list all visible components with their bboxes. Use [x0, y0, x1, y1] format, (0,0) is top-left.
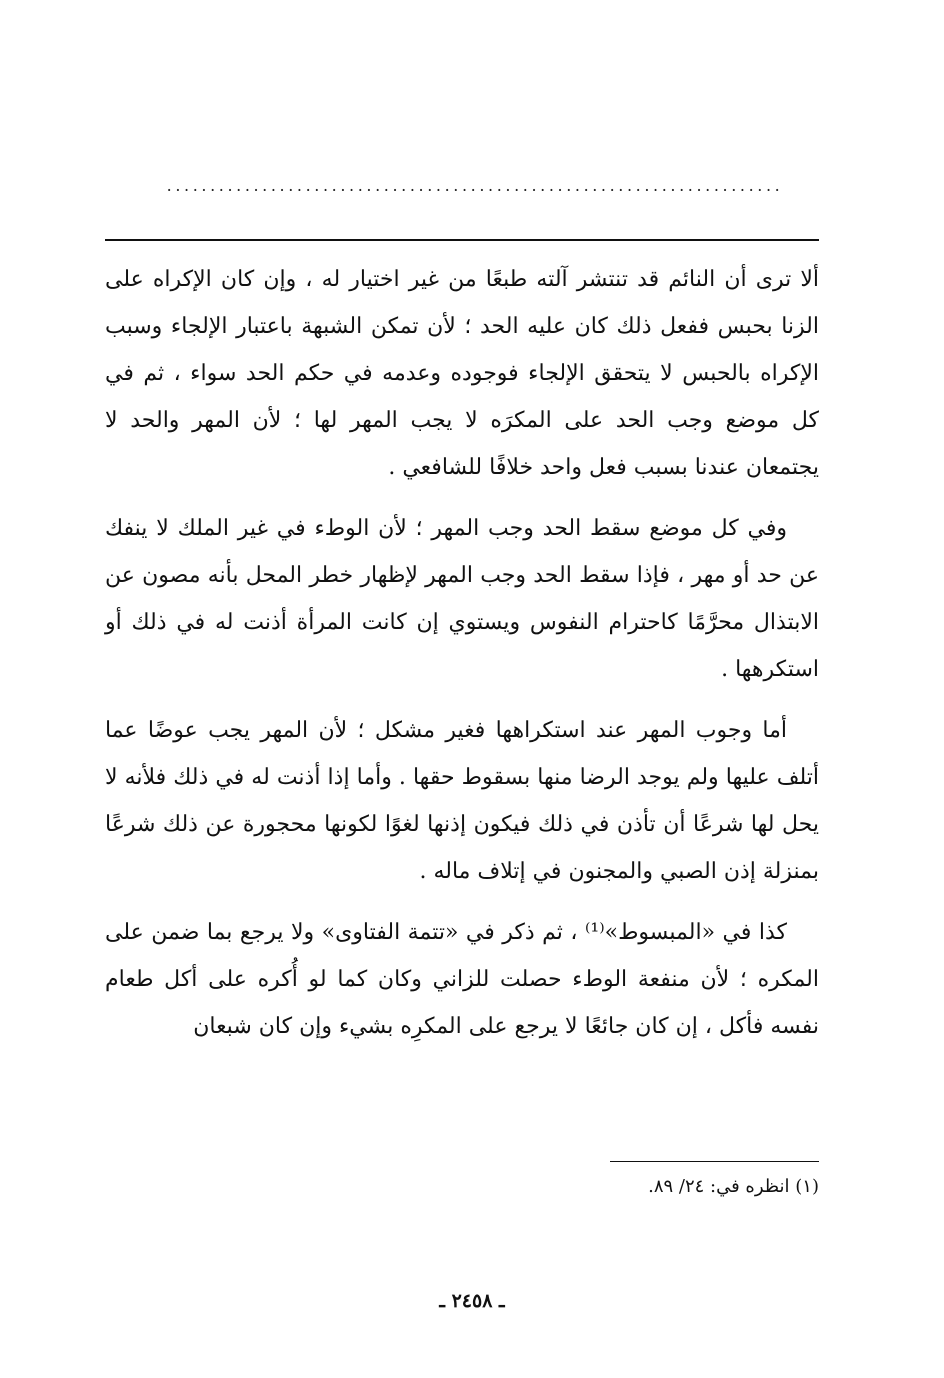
- paragraph: وفي كل موضع سقط الحد وجب المهر ؛ لأن الوطء في غير الملك لا ينفك عن حد أو مهر ، فإذا سقط الحد وجب المهر لإظهار خطر المحل بأنه مصون عن الابتذال محرَّمًا كاحترام النفوس ويستوي إن كانت المرأة أذنت له في ذلك أو استكرهها .: [105, 516, 819, 682]
- footnote: (١) انظره في: ٢٤/ ٨٩.: [648, 1176, 819, 1197]
- paragraph: كذا في «المبسوط»⁽¹⁾ ، ثم ذكر في «تتمة الفتاوى» ولا يرجع بما ضمن على المكره ؛ لأن منفعة الوطء حصلت للزاني وكان كما لو أُكره على أكل طعام نفسه فأكل ، إن كان جائعًا لا يرجع على المكرِه بشيء وإن كان شبعان: [105, 920, 819, 1039]
- page-number: ـ ٢٤٥٨ ـ: [439, 1290, 505, 1312]
- header-rule: [105, 239, 819, 241]
- paragraph: ألا ترى أن النائم قد تنتشر آلته طبعًا من غير اختيار له ، وإن كان الإكراه على الزنا بحبس ففعل ذلك كان عليه الحد ؛ لأن تمكن الشبهة باعتبار الإلجاء وسبب الإكراه بالحبس لا يتحقق الإلجاء فوجوده وعدمه في حكم الحد سواء ، ثم في كل موضع وجب الحد على المكرَه لا يجب المهر لها ؛ لأن المهر والحد لا يجتمعان عندنا بسبب فعل واحد خلافًا للشافعي .: [105, 267, 819, 480]
- footnote-rule: [610, 1161, 819, 1162]
- main-text: [105, 256, 819, 1064]
- header-dotted-line: .......................................................................: [166, 176, 784, 195]
- paragraph: أما وجوب المهر عند استكراهها فغير مشكل ؛ لأن المهر يجب عوضًا عما أتلف عليها ولم يوجد الرضا منها بسقوط حقها . وأما إذا أذنت له في ذلك فلأنه لا يحل لها شرعًا أن تأذن في ذلك فيكون إذنها لغوًا لكونها محجورة عن ذلك شرعًا بمنزلة إذن الصبي والمجنون في إتلاف ماله .: [105, 718, 819, 884]
